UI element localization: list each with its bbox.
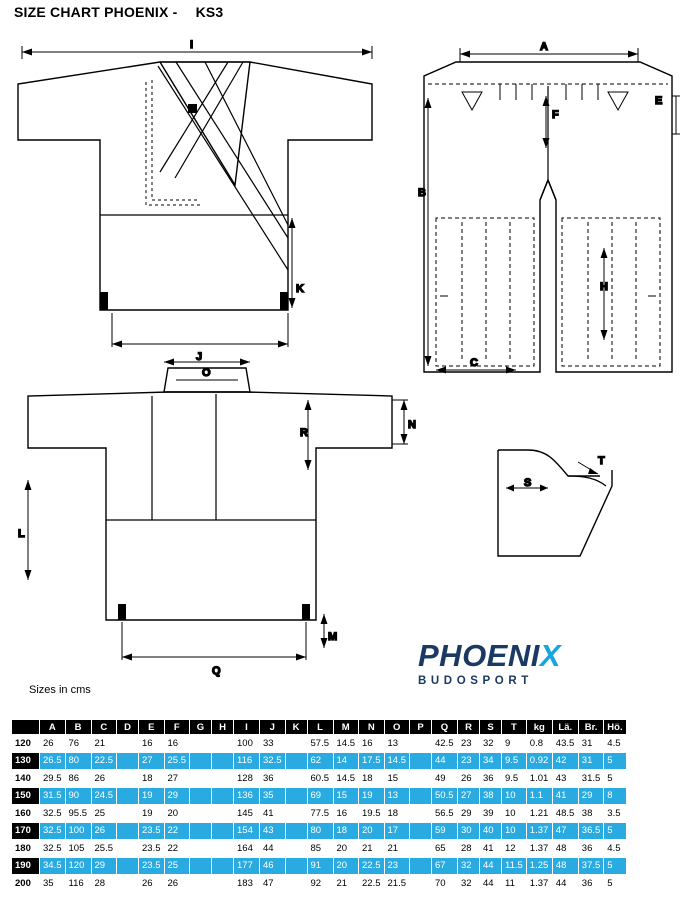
table-cell: 40 — [480, 822, 502, 840]
table-cell: 8 — [604, 787, 626, 805]
table-cell: 26 — [40, 735, 66, 753]
size-label: 170 — [12, 822, 40, 840]
table-cell: 23.5 — [139, 857, 165, 875]
table-cell: 36 — [578, 840, 604, 858]
size-label: 120 — [12, 735, 40, 753]
table-header-Q: Q — [432, 720, 458, 735]
table-cell: 5 — [604, 770, 626, 788]
table-cell — [190, 787, 212, 805]
table-cell: 95.5 — [65, 805, 91, 823]
dim-label-F: F — [552, 109, 559, 121]
size-label: 150 — [12, 787, 40, 805]
table-cell: 5 — [604, 822, 626, 840]
table-row — [12, 752, 627, 770]
table-cell: 14.5 — [333, 770, 359, 788]
table-row — [12, 857, 627, 875]
table-cell: 19 — [139, 787, 165, 805]
table-cell: 23 — [458, 752, 480, 770]
table-cell: 26 — [458, 770, 480, 788]
table-cell: 31 — [578, 752, 604, 770]
table-cell — [117, 770, 139, 788]
table-cell: 48.5 — [552, 805, 578, 823]
table-cell — [190, 735, 212, 753]
table-cell — [117, 822, 139, 840]
table-header-C: C — [91, 720, 117, 735]
table-cell: 65 — [432, 840, 458, 858]
table-cell: 36 — [480, 770, 502, 788]
table-cell: 56.5 — [432, 805, 458, 823]
table-cell: 26 — [139, 875, 165, 893]
table-cell: 0.8 — [526, 735, 552, 753]
table-cell: 23.5 — [139, 822, 165, 840]
table-cell: 36.5 — [578, 822, 604, 840]
dim-label-O: O — [202, 367, 211, 379]
brand-wordmark — [418, 640, 668, 671]
table-header-B: B — [65, 720, 91, 735]
table-cell — [410, 787, 432, 805]
brand-logo — [418, 640, 668, 687]
table-cell: 177 — [234, 857, 260, 875]
dim-label-H: H — [600, 281, 608, 293]
table-cell: 19.5 — [359, 805, 385, 823]
table-cell: 28 — [91, 875, 117, 893]
table-cell: 26 — [91, 822, 117, 840]
table-cell: 37.5 — [578, 857, 604, 875]
table-cell: 27 — [164, 770, 190, 788]
table-header-N: N — [359, 720, 385, 735]
table-header-R: R — [458, 720, 480, 735]
table-cell: 10 — [502, 787, 527, 805]
table-cell: 25 — [164, 857, 190, 875]
table-cell: 16 — [139, 735, 165, 753]
table-cell — [285, 822, 307, 840]
table-row — [12, 770, 627, 788]
table-cell: 16 — [333, 805, 359, 823]
table-cell: 27 — [458, 787, 480, 805]
table-cell: 13 — [384, 787, 410, 805]
table-cell: 43.5 — [552, 735, 578, 753]
table-cell — [285, 735, 307, 753]
table-cell: 18 — [333, 822, 359, 840]
table-cell — [117, 735, 139, 753]
table-cell: 21.5 — [384, 875, 410, 893]
table-cell — [117, 752, 139, 770]
table-cell: 23.5 — [139, 840, 165, 858]
table-cell: 116 — [65, 875, 91, 893]
table-header-E: E — [139, 720, 165, 735]
table-cell: 32 — [458, 875, 480, 893]
dim-label-T: T — [598, 455, 605, 467]
table-cell: 100 — [65, 822, 91, 840]
dim-label-E: E — [655, 95, 663, 107]
dim-label-K: K — [296, 283, 304, 295]
table-cell — [285, 840, 307, 858]
table-cell: 32.5 — [40, 805, 66, 823]
table-cell: 29 — [91, 857, 117, 875]
table-cell: 36 — [260, 770, 286, 788]
brand-wordmark-main: PHOENI — [418, 638, 540, 673]
dim-label-I: I — [190, 39, 194, 51]
table-cell: 17.5 — [359, 752, 385, 770]
table-cell: 4.5 — [604, 840, 626, 858]
table-cell: 21 — [333, 875, 359, 893]
table-cell — [410, 822, 432, 840]
table-cell: 14 — [333, 752, 359, 770]
table-cell: 105 — [65, 840, 91, 858]
table-cell: 14.5 — [384, 752, 410, 770]
table-cell: 28 — [458, 840, 480, 858]
table-cell: 164 — [234, 840, 260, 858]
table-cell — [212, 857, 234, 875]
table-cell: 76 — [65, 735, 91, 753]
table-header-Lä.: Lä. — [552, 720, 578, 735]
table-header-K: K — [285, 720, 307, 735]
table-cell — [410, 875, 432, 893]
table-cell — [410, 770, 432, 788]
table-cell: 20 — [333, 840, 359, 858]
table-cell: 1.01 — [526, 770, 552, 788]
table-cell: 30 — [458, 822, 480, 840]
size-chart-table — [11, 719, 627, 893]
table-cell: 39 — [480, 805, 502, 823]
brand-wordmark-accent: X — [539, 638, 562, 673]
table-cell: 44 — [480, 875, 502, 893]
table-header-T: T — [502, 720, 527, 735]
sizes-unit-note: Sizes in cms — [29, 684, 91, 696]
product-code: KS3 — [195, 4, 224, 20]
table-cell: 42 — [552, 752, 578, 770]
table-cell: 19 — [139, 805, 165, 823]
table-header-Hö.: Hö. — [604, 720, 626, 735]
table-cell: 47 — [260, 875, 286, 893]
table-header-F: F — [164, 720, 190, 735]
table-cell — [410, 752, 432, 770]
table-header-L: L — [307, 720, 333, 735]
table-cell: 1.25 — [526, 857, 552, 875]
table-cell: 18 — [384, 805, 410, 823]
table-cell: 5 — [604, 857, 626, 875]
table-cell: 44 — [260, 840, 286, 858]
table-cell: 29.5 — [40, 770, 66, 788]
table-cell: 29 — [164, 787, 190, 805]
table-cell: 92 — [307, 875, 333, 893]
size-label: 130 — [12, 752, 40, 770]
table-cell — [285, 770, 307, 788]
table-cell: 67 — [432, 857, 458, 875]
size-label: 140 — [12, 770, 40, 788]
table-cell: 17 — [384, 822, 410, 840]
table-header-G: G — [190, 720, 212, 735]
table-cell: 154 — [234, 822, 260, 840]
table-cell — [212, 805, 234, 823]
dim-label-M: M — [328, 631, 338, 643]
table-header-A: A — [40, 720, 66, 735]
table-cell: 32.5 — [260, 752, 286, 770]
dim-label-C: C — [470, 357, 478, 369]
table-cell: 32.5 — [40, 822, 66, 840]
dim-label-N: N — [408, 419, 416, 431]
table-cell: 22.5 — [91, 752, 117, 770]
table-cell: 20 — [359, 822, 385, 840]
table-cell: 183 — [234, 875, 260, 893]
table-cell: 38 — [480, 787, 502, 805]
table-cell: 91 — [307, 857, 333, 875]
table-cell: 1.37 — [526, 840, 552, 858]
table-cell: 38 — [578, 805, 604, 823]
dim-label-Q: Q — [212, 665, 221, 677]
table-cell: 48 — [552, 857, 578, 875]
dim-label-R: R — [300, 427, 308, 439]
table-cell — [190, 752, 212, 770]
table-cell — [190, 857, 212, 875]
table-header-corner — [12, 720, 40, 735]
table-cell: 80 — [307, 822, 333, 840]
table-cell — [212, 840, 234, 858]
table-cell: 86 — [65, 770, 91, 788]
dim-label-A: A — [540, 41, 548, 53]
table-cell: 15 — [333, 787, 359, 805]
table-cell: 34.5 — [40, 857, 66, 875]
table-cell: 145 — [234, 805, 260, 823]
table-row — [12, 787, 627, 805]
table-header-J: J — [260, 720, 286, 735]
size-label: 160 — [12, 805, 40, 823]
table-header-P: P — [410, 720, 432, 735]
table-body — [12, 735, 627, 893]
table-cell: 11.5 — [502, 857, 527, 875]
dim-label-L: L — [18, 528, 25, 540]
table-cell: 47 — [552, 822, 578, 840]
table-cell: 136 — [234, 787, 260, 805]
table-cell: 1.21 — [526, 805, 552, 823]
table-cell: 46 — [260, 857, 286, 875]
table-cell — [117, 787, 139, 805]
table-cell — [190, 840, 212, 858]
table-cell: 10 — [502, 822, 527, 840]
table-cell: 25 — [91, 805, 117, 823]
table-cell: 22 — [164, 840, 190, 858]
table-cell: 25.5 — [164, 752, 190, 770]
table-cell: 23 — [458, 735, 480, 753]
table-cell — [190, 875, 212, 893]
table-cell: 80 — [65, 752, 91, 770]
table-cell — [117, 875, 139, 893]
table-cell — [285, 752, 307, 770]
table-cell: 32 — [480, 735, 502, 753]
dim-label-S: S — [524, 477, 532, 489]
table-row — [12, 840, 627, 858]
table-cell: 22.5 — [359, 857, 385, 875]
size-label: 180 — [12, 840, 40, 858]
table-cell — [285, 787, 307, 805]
table-cell: 13 — [384, 735, 410, 753]
table-cell: 35 — [260, 787, 286, 805]
table-row — [12, 805, 627, 823]
table-cell: 60.5 — [307, 770, 333, 788]
table-cell: 44 — [552, 875, 578, 893]
table-row — [12, 822, 627, 840]
table-cell — [285, 857, 307, 875]
dim-label-J: J — [196, 351, 203, 363]
table-cell: 20 — [333, 857, 359, 875]
table-cell: 85 — [307, 840, 333, 858]
table-cell: 34 — [480, 752, 502, 770]
table-cell: 41 — [480, 840, 502, 858]
table-cell: 5 — [604, 752, 626, 770]
table-cell: 69 — [307, 787, 333, 805]
table-cell — [212, 787, 234, 805]
table-cell: 59 — [432, 822, 458, 840]
table-header-M: M — [333, 720, 359, 735]
table-cell: 33 — [260, 735, 286, 753]
table-cell: 9.5 — [502, 752, 527, 770]
table-cell: 9 — [502, 735, 527, 753]
table-cell: 12 — [502, 840, 527, 858]
table-cell: 100 — [234, 735, 260, 753]
dim-label-B: B — [418, 187, 426, 199]
table-cell: 16 — [164, 735, 190, 753]
table-cell — [190, 805, 212, 823]
table-cell — [117, 805, 139, 823]
table-header-I: I — [234, 720, 260, 735]
table-header-O: O — [384, 720, 410, 735]
table-cell: 42.5 — [432, 735, 458, 753]
table-cell: 41 — [552, 787, 578, 805]
table-cell: 26.5 — [40, 752, 66, 770]
table-cell — [212, 770, 234, 788]
table-cell: 32.5 — [40, 840, 66, 858]
table-cell: 44 — [480, 857, 502, 875]
table-cell: 31.5 — [40, 787, 66, 805]
table-cell: 16 — [359, 735, 385, 753]
table-cell: 128 — [234, 770, 260, 788]
table-cell — [285, 875, 307, 893]
table-cell: 21 — [91, 735, 117, 753]
table-cell — [410, 840, 432, 858]
table-cell: 3.5 — [604, 805, 626, 823]
table-cell: 22.5 — [359, 875, 385, 893]
table-cell: 18 — [139, 770, 165, 788]
page-title-text: SIZE CHART PHOENIX - — [14, 4, 178, 20]
table-row — [12, 735, 627, 753]
table-cell — [117, 840, 139, 858]
table-cell: 4.5 — [604, 735, 626, 753]
table-header-row — [12, 720, 627, 735]
table-cell: 48 — [552, 840, 578, 858]
table-cell — [212, 735, 234, 753]
table-cell — [410, 857, 432, 875]
table-header-D: D — [117, 720, 139, 735]
table-cell: 25.5 — [91, 840, 117, 858]
table-cell — [212, 752, 234, 770]
table-cell: 22 — [164, 822, 190, 840]
table-cell: 0.92 — [526, 752, 552, 770]
table-cell — [212, 822, 234, 840]
table-cell — [285, 805, 307, 823]
table-cell: 90 — [65, 787, 91, 805]
table-cell — [410, 735, 432, 753]
table-cell: 77.5 — [307, 805, 333, 823]
table-cell — [190, 770, 212, 788]
size-label: 190 — [12, 857, 40, 875]
table-cell: 21 — [384, 840, 410, 858]
table-cell: 26 — [164, 875, 190, 893]
table-cell: 57.5 — [307, 735, 333, 753]
table-cell: 1.1 — [526, 787, 552, 805]
table-cell: 10 — [502, 805, 527, 823]
table-cell: 32 — [458, 857, 480, 875]
table-cell: 31.5 — [578, 770, 604, 788]
table-cell: 43 — [552, 770, 578, 788]
table-cell: 62 — [307, 752, 333, 770]
table-cell: 29 — [458, 805, 480, 823]
table-cell: 31 — [578, 735, 604, 753]
table-cell — [190, 822, 212, 840]
table-header-S: S — [480, 720, 502, 735]
table-cell: 26 — [91, 770, 117, 788]
table-cell: 1.37 — [526, 822, 552, 840]
table-header-kg: kg — [526, 720, 552, 735]
table-cell: 15 — [384, 770, 410, 788]
table-cell: 116 — [234, 752, 260, 770]
table-cell: 9.5 — [502, 770, 527, 788]
table-cell: 29 — [578, 787, 604, 805]
table-cell: 23 — [384, 857, 410, 875]
table-cell: 36 — [578, 875, 604, 893]
table-cell: 11 — [502, 875, 527, 893]
table-row — [12, 875, 627, 893]
table-cell: 44 — [432, 752, 458, 770]
table-cell: 20 — [164, 805, 190, 823]
table-cell: 5 — [604, 875, 626, 893]
table-cell: 35 — [40, 875, 66, 893]
table-header-Br.: Br. — [578, 720, 604, 735]
table-cell: 120 — [65, 857, 91, 875]
table-cell: 19 — [359, 787, 385, 805]
table-cell — [117, 857, 139, 875]
table-cell — [410, 805, 432, 823]
size-label: 200 — [12, 875, 40, 893]
table-cell: 27 — [139, 752, 165, 770]
table-header-H: H — [212, 720, 234, 735]
table-cell: 1.37 — [526, 875, 552, 893]
table-cell: 18 — [359, 770, 385, 788]
table-cell: 14.5 — [333, 735, 359, 753]
table-cell: 21 — [359, 840, 385, 858]
brand-subtitle: BUDOSPORT — [418, 675, 533, 687]
table-cell: 43 — [260, 822, 286, 840]
table-cell: 24.5 — [91, 787, 117, 805]
table-cell: 49 — [432, 770, 458, 788]
table-cell: 41 — [260, 805, 286, 823]
table-cell — [212, 875, 234, 893]
table-cell: 70 — [432, 875, 458, 893]
table-cell: 50.5 — [432, 787, 458, 805]
